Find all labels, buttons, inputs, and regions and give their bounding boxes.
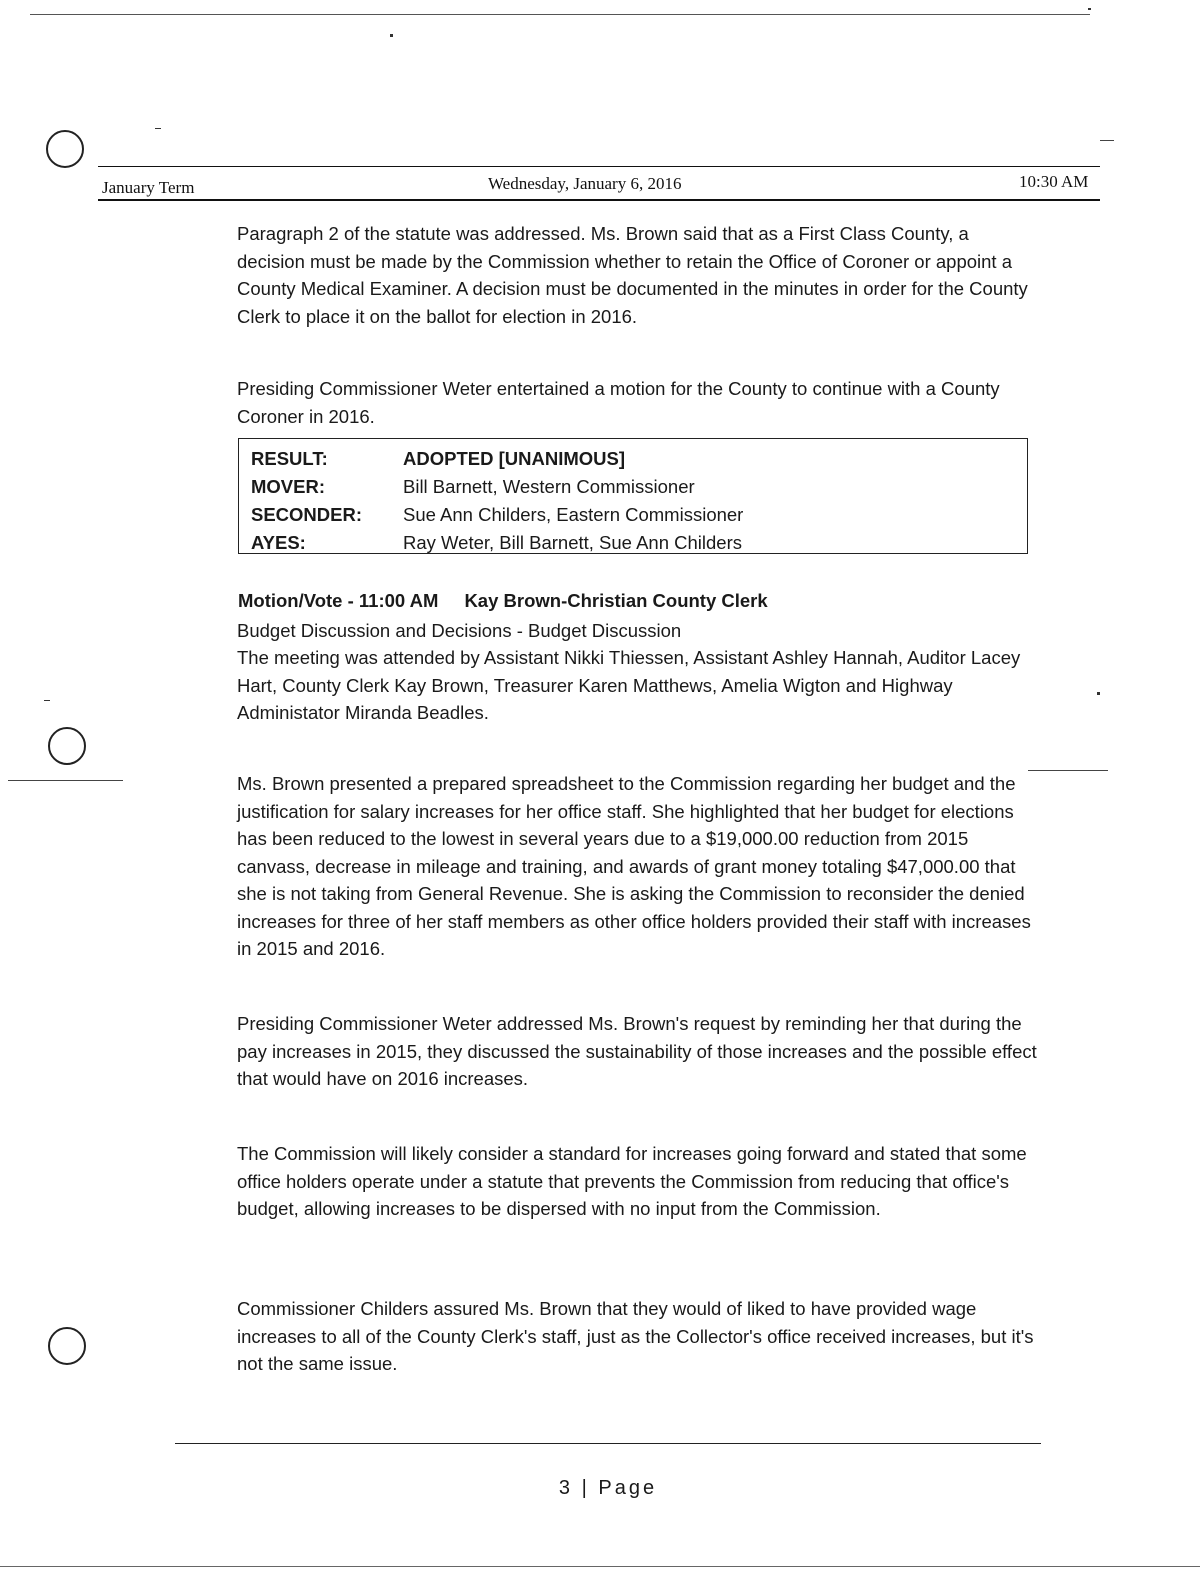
punch-hole (48, 727, 86, 765)
paragraph-statute: Paragraph 2 of the statute was addressed. Ms. Brown said that as a First Class County, a decision must be made by the Commission whether to retain the Office of Coroner or appoint a County Medical Examiner. A decision must be documented in the minutes in order for the County Clerk to place it on the ballot for election in 2016. (237, 223, 1028, 327)
header-term: January Term (102, 178, 195, 197)
scan-dash (1028, 770, 1108, 771)
scan-dash (1100, 140, 1114, 141)
header-date: Wednesday, January 6, 2016 (488, 174, 682, 193)
header-rule-bottom (98, 199, 1100, 201)
scan-speck (44, 700, 50, 701)
section-title: Motion/Vote - 11:00 AM (238, 590, 439, 611)
footer-rule (175, 1443, 1041, 1444)
scan-edge-line (0, 1566, 1200, 1567)
section-presenter: Kay Brown-Christian County Clerk (464, 590, 768, 611)
motion-value: Ray Weter, Bill Barnett, Sue Ann Childers (403, 532, 742, 553)
punch-hole (48, 1327, 86, 1365)
motion-label: RESULT: (251, 448, 328, 469)
scan-dash (8, 780, 123, 781)
section-heading (238, 590, 768, 612)
scan-speck (1097, 692, 1100, 695)
punch-hole (46, 130, 84, 168)
paragraph-weter-response: Presiding Commissioner Weter addressed Ms. Brown's request by reminding her that during the pay increases in 2015, they discussed the sustainability of those increases and the possible effect that would have on 2016 increases. (237, 1013, 1037, 1089)
scan-edge-line (30, 14, 1090, 15)
motion-label: MOVER: (251, 476, 325, 497)
scan-speck (155, 128, 161, 129)
paragraph-childers: Commissioner Childers assured Ms. Brown that they would of liked to have provided wage increases to all of the County Clerk's staff, just as the Collector's office received increases, but it's not the same issue. (237, 1298, 1034, 1374)
header-time: 10:30 AM (1019, 172, 1089, 191)
scan-speck (1088, 8, 1091, 10)
page-number: 3 | Page (558, 1477, 658, 1499)
motion-label: AYES: (251, 532, 306, 553)
paragraph-standard: The Commission will likely consider a standard for increases going forward and stated that some office holders operate under a statute that prevents the Commission from reducing that office's budget, allowing increases to be dispersed with no input from the Commission. (237, 1143, 1027, 1219)
motion-value: Sue Ann Childers, Eastern Commissioner (403, 504, 744, 525)
header-rule-top (98, 166, 1100, 167)
motion-label: SECONDER: (251, 504, 363, 525)
scan-speck (390, 34, 393, 37)
paragraph-budget-request: Ms. Brown presented a prepared spreadsheet to the Commission regarding her budget and the justification for salary increases for her office staff. She highlighted that her budget for elections has been reduced to the lowest in several years due to a $19,000.00 reduction from 2015 canvass, decrease in mileage and training, and awards of grant money totaling $47,000.00 that she is not taking from General Revenue. She is asking the Commission to reconsider the denied increases for three of her staff members as other office holders provided their staff with increases in 2015 and 2016. (237, 773, 1031, 959)
motion-value: ADOPTED [UNANIMOUS] (403, 448, 625, 469)
paragraph-motion-intro: Presiding Commissioner Weter entertained a motion for the County to continue with a County Coroner in 2016. (237, 378, 1000, 427)
paragraph-attendance: The meeting was attended by Assistant Nikki Thiessen, Assistant Ashley Hannah, Auditor Lacey Hart, County Clerk Kay Brown, Treasurer Karen Matthews, Amelia Wigton and Highway Administator Miranda Beadles. (237, 647, 1021, 723)
motion-result-box (238, 438, 1028, 554)
motion-value: Bill Barnett, Western Commissioner (403, 476, 695, 497)
section-subtitle: Budget Discussion and Decisions - Budget Discussion (237, 620, 682, 641)
